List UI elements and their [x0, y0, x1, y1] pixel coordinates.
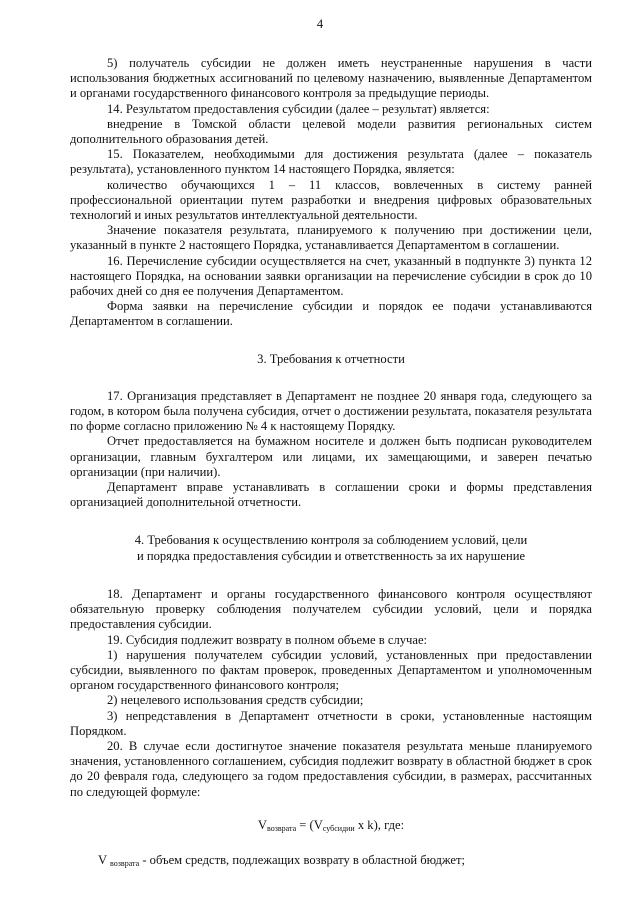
return-formula — [70, 818, 592, 836]
definition-symbol-sub: возврата — [110, 858, 140, 868]
section-heading-4-line2: и порядка предоставления субсидии и ответственность за их нарушение — [136, 548, 526, 563]
paragraph: 19. Субсидия подлежит возврату в полном объеме в случае: — [107, 632, 428, 647]
paragraph: 5) получатель субсидии не должен иметь неустраненные нарушения в части использования бюджетных ассигнований по целевому назначению, выявленные Департаментом и органами государственного финансового контроля за предыдущие периоды. — [70, 56, 592, 101]
page-number: 4 — [316, 17, 324, 31]
formula-lhs-sub: возврата — [266, 823, 297, 833]
paragraph: Значение показателя результата, планируемого к получению при достижении цели, указанный в пункте 2 настоящего Порядка, устанавливается Департаментом в соглашении. — [70, 223, 592, 253]
section-heading-4 — [70, 533, 592, 563]
formula-rhs-sub: субсидии — [322, 823, 355, 833]
paragraph: внедрение в Томской области целевой модели развития региональных систем дополнительного образования детей. — [70, 116, 592, 147]
section-heading-3: 3. Требования к отчетности — [257, 351, 405, 366]
paragraph: 20. В случае если достигнутое значение показателя результата меньше планируемого значения, установленного соглашением, субсидия подлежит возврату в областной бюджет в срок до 20 февраля года, следующего за годом предоставления субсидии, в размерах, рассчитанных по следующей формуле: — [70, 738, 592, 799]
formula-lhs: V — [257, 817, 267, 832]
paragraph: 17. Организация представляет в Департамент не позднее 20 января года, следующего за годом, в котором была получена субсидия, отчет о достижении результата, показателя результата по форме согласно приложению № 4 к настоящему Порядку. — [70, 388, 592, 434]
formula-definition — [70, 853, 592, 871]
paragraph: 15. Показателем, необходимыми для достижения результата (далее – показатель результата), установленного пунктом 14 настоящего Порядка, является: — [70, 147, 592, 177]
paragraph: 16. Перечисление субсидии осуществляется на счет, указанный в подпункте 3) пункта 12 настоящего Порядка, на основании заявки организации на перечисление субсидии в срок до 10 рабочих дней со дня ее получения Департаментом. — [70, 253, 592, 299]
paragraph: 14. Результатом предоставления субсидии (далее – результат) является: — [107, 101, 490, 116]
formula-tail: x k), где: — [354, 817, 405, 832]
paragraph: Форма заявки на перечисление субсидии и порядок ее подачи устанавливаются Департаментом в соглашении. — [70, 299, 592, 329]
paragraph: количество обучающихся 1 – 11 классов, вовлеченных в систему ранней профессиональной ориентации путем разработки и внедрения цифровых образовательных технологий и иных результатов интеллектуальной деятельности. — [70, 177, 592, 223]
definition-text: - объем средств, подлежащих возврату в областной бюджет; — [139, 852, 465, 867]
paragraph: 1) нарушения получателем субсидии условий, установленных при предоставлении субсидии, выявленного по фактам проверок, проведенных Департаментом и уполномоченным органом государственного финансового контроля; — [70, 647, 592, 693]
paragraph: Департамент вправе устанавливать в соглашении сроки и формы представления организацией дополнительной отчетности. — [70, 480, 592, 510]
paragraph: 18. Департамент и органы государственного финансового контроля осуществляют обязательную проверку соблюдения получателем субсидии условий, цели и порядка предоставления субсидии. — [70, 586, 592, 632]
section-heading-4-line1: 4. Требования к осуществлению контроля за соблюдением условий, цели — [134, 533, 528, 548]
paragraph: Отчет предоставляется на бумажном носителе и должен быть подписан руководителем организации, главным бухгалтером или лицами, их замещающими, и заверен печатью организации (при наличии). — [70, 434, 592, 479]
paragraph: 2) нецелевого использования средств субсидии; — [107, 693, 364, 708]
document-body — [70, 56, 592, 871]
paragraph: 3) непредставления в Департамент отчетности в сроки, установленные настоящим Порядком. — [70, 708, 592, 738]
definition-symbol: V — [98, 852, 107, 867]
formula-eq: = (V — [296, 817, 323, 832]
